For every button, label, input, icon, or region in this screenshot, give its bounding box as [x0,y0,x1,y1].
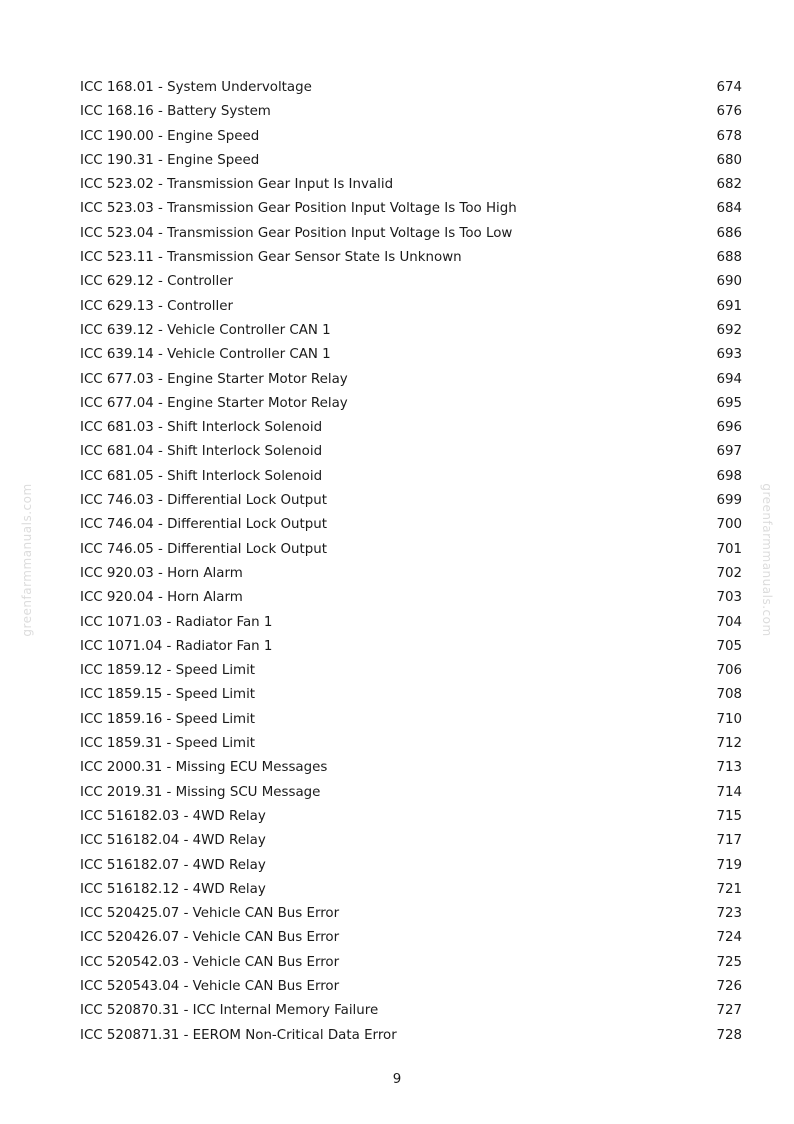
toc-entry-title: ICC 168.01 - System Undervoltage [80,80,312,95]
toc-entry-page: 723 [716,906,742,922]
toc-entry-page: 727 [716,1003,742,1019]
watermark-right: greenfarmmanuals.com [760,483,774,637]
toc-entry-title: ICC 516182.04 - 4WD Relay [80,833,266,849]
toc-entry-page: 710 [716,711,742,727]
toc-entry[interactable] [80,951,742,975]
toc-entry[interactable] [80,1024,742,1048]
toc-entry-page: 728 [716,1027,742,1043]
toc-entry[interactable] [80,659,742,683]
toc-entry[interactable] [80,902,742,926]
toc-entry-title: ICC 1859.15 - Speed Limit [80,687,256,703]
toc-entry-page: 715 [716,808,742,824]
toc-entry-title: ICC 516182.12 - 4WD Relay [80,881,266,897]
toc-entry[interactable] [80,440,742,464]
toc-entry-page: 676 [716,104,742,120]
toc-entry-title: ICC 1859.31 - Speed Limit [80,736,256,752]
toc-entry[interactable] [80,149,742,173]
toc-entry-page: 695 [716,395,742,411]
toc-entry[interactable] [80,197,742,221]
toc-entry[interactable] [80,756,742,780]
toc-entry[interactable] [80,222,742,246]
toc-entry-page: 696 [716,420,742,436]
toc-entry[interactable] [80,368,742,392]
toc-entry-title: ICC 523.04 - Transmission Gear Position Input Voltage Is Too Low [80,225,513,241]
toc-entry-page: 705 [716,638,742,654]
toc-entry[interactable] [80,513,742,537]
toc-entry-page: 688 [716,250,742,266]
toc-entry[interactable] [80,295,742,319]
toc-entry[interactable] [80,878,742,902]
toc-entry-title: ICC 639.14 - Vehicle Controller CAN 1 [80,347,331,363]
toc-entry-page: 691 [716,298,742,314]
toc-entry-page: 693 [716,347,742,363]
toc-entry[interactable] [80,829,742,853]
toc-entry-page: 708 [716,687,742,703]
toc-entry-title: ICC 520542.03 - Vehicle CAN Bus Error [80,954,340,970]
toc-entry-title: ICC 681.04 - Shift Interlock Solenoid [80,444,323,460]
toc-entry-page: 684 [716,201,742,217]
toc-entry[interactable] [80,100,742,124]
toc-entry[interactable] [80,926,742,950]
toc-entry-page: 692 [716,322,742,338]
toc-entry-page: 719 [716,857,742,873]
toc-entry-title: ICC 746.04 - Differential Lock Output [80,517,327,533]
toc-entry-page: 682 [716,177,742,193]
toc-entry-page: 725 [716,954,742,970]
toc-entry-title: ICC 2000.31 - Missing ECU Messages [80,760,328,776]
toc-entry-page: 700 [716,517,742,533]
toc-entry-page: 726 [716,978,742,994]
toc-entry[interactable] [80,611,742,635]
toc-entry-title: ICC 523.11 - Transmission Gear Sensor State Is Unknown [80,250,462,266]
toc-entry-title: ICC 520425.07 - Vehicle CAN Bus Error [80,906,340,922]
toc-entry[interactable] [80,854,742,878]
toc-entry-page: 713 [716,760,742,776]
toc-entry-title: ICC 2019.31 - Missing SCU Message [80,784,321,800]
toc-entry[interactable] [80,416,742,440]
toc-entry[interactable] [80,732,742,756]
toc-entry-title: ICC 516182.03 - 4WD Relay [80,808,266,824]
toc-entry[interactable] [80,489,742,513]
table-of-contents [80,76,742,1048]
toc-entry-title: ICC 168.16 - Battery System [80,104,271,120]
toc-entry[interactable] [80,465,742,489]
toc-entry-page: 678 [716,128,742,144]
toc-entry-page: 704 [716,614,742,630]
toc-entry-page: 714 [716,784,742,800]
toc-entry-title: ICC 520543.04 - Vehicle CAN Bus Error [80,978,340,994]
toc-entry-title: ICC 520871.31 - EEROM Non-Critical Data Error [80,1027,397,1043]
toc-entry-title: ICC 681.03 - Shift Interlock Solenoid [80,420,323,436]
toc-entry-page: 686 [716,225,742,241]
toc-entry-title: ICC 523.02 - Transmission Gear Input Is Invalid [80,177,394,193]
toc-entry[interactable] [80,708,742,732]
toc-entry-title: ICC 629.12 - Controller [80,274,233,290]
toc-entry[interactable] [80,392,742,416]
toc-entry-page: 694 [716,371,742,387]
toc-entry-page: 698 [716,468,742,484]
toc-entry-page: 721 [716,881,742,897]
toc-entry-title: ICC 920.03 - Horn Alarm [80,565,243,581]
toc-entry-page: 717 [716,833,742,849]
toc-entry-title: ICC 746.05 - Differential Lock Output [80,541,327,557]
toc-entry-page: 712 [716,736,742,752]
toc-entry[interactable] [80,125,742,149]
toc-entry-title: ICC 677.03 - Engine Starter Motor Relay [80,371,348,387]
toc-entry[interactable] [80,76,742,100]
toc-entry-title: ICC 190.00 - Engine Speed [80,128,260,144]
toc-entry-title: ICC 190.31 - Engine Speed [80,152,260,168]
toc-entry-page: 701 [716,541,742,557]
toc-entry-title: ICC 1071.03 - Radiator Fan 1 [80,614,273,630]
toc-entry[interactable] [80,246,742,270]
toc-entry-title: ICC 520870.31 - ICC Internal Memory Failure [80,1003,379,1019]
toc-entry-title: ICC 681.05 - Shift Interlock Solenoid [80,468,323,484]
toc-entry-title: ICC 1071.04 - Radiator Fan 1 [80,638,273,654]
toc-entry[interactable] [80,805,742,829]
toc-entry[interactable] [80,999,742,1023]
toc-entry-title: ICC 520426.07 - Vehicle CAN Bus Error [80,930,340,946]
toc-entry[interactable] [80,683,742,707]
toc-entry-title: ICC 523.03 - Transmission Gear Position Input Voltage Is Too High [80,201,517,217]
toc-entry[interactable] [80,635,742,659]
toc-entry[interactable] [80,173,742,197]
toc-entry-page: 690 [716,274,742,290]
toc-entry[interactable] [80,270,742,294]
toc-entry-title: ICC 920.04 - Horn Alarm [80,590,243,606]
toc-entry-page: 699 [716,493,742,509]
toc-entry[interactable] [80,319,742,343]
toc-entry-title: ICC 639.12 - Vehicle Controller CAN 1 [80,322,331,338]
watermark-left: greenfarmmanuals.com [20,483,34,637]
toc-entry-title: ICC 746.03 - Differential Lock Output [80,493,327,509]
toc-entry[interactable] [80,975,742,999]
toc-entry[interactable] [80,538,742,562]
toc-entry-page: 703 [716,590,742,606]
toc-entry-title: ICC 1859.12 - Speed Limit [80,663,256,679]
toc-entry-page: 724 [716,930,742,946]
toc-entry[interactable] [80,343,742,367]
toc-entry-page: 674 [716,80,742,95]
toc-entry[interactable] [80,586,742,610]
toc-entry-title: ICC 516182.07 - 4WD Relay [80,857,266,873]
toc-entry-page: 706 [716,663,742,679]
toc-entry[interactable] [80,562,742,586]
toc-entry-title: ICC 629.13 - Controller [80,298,233,314]
toc-entry-title: ICC 1859.16 - Speed Limit [80,711,256,727]
toc-entry-title: ICC 677.04 - Engine Starter Motor Relay [80,395,348,411]
page-number: 9 [392,1072,402,1087]
toc-entry-page: 702 [716,565,742,581]
toc-entry[interactable] [80,781,742,805]
toc-entry-page: 680 [716,152,742,168]
toc-entry-page: 697 [716,444,742,460]
